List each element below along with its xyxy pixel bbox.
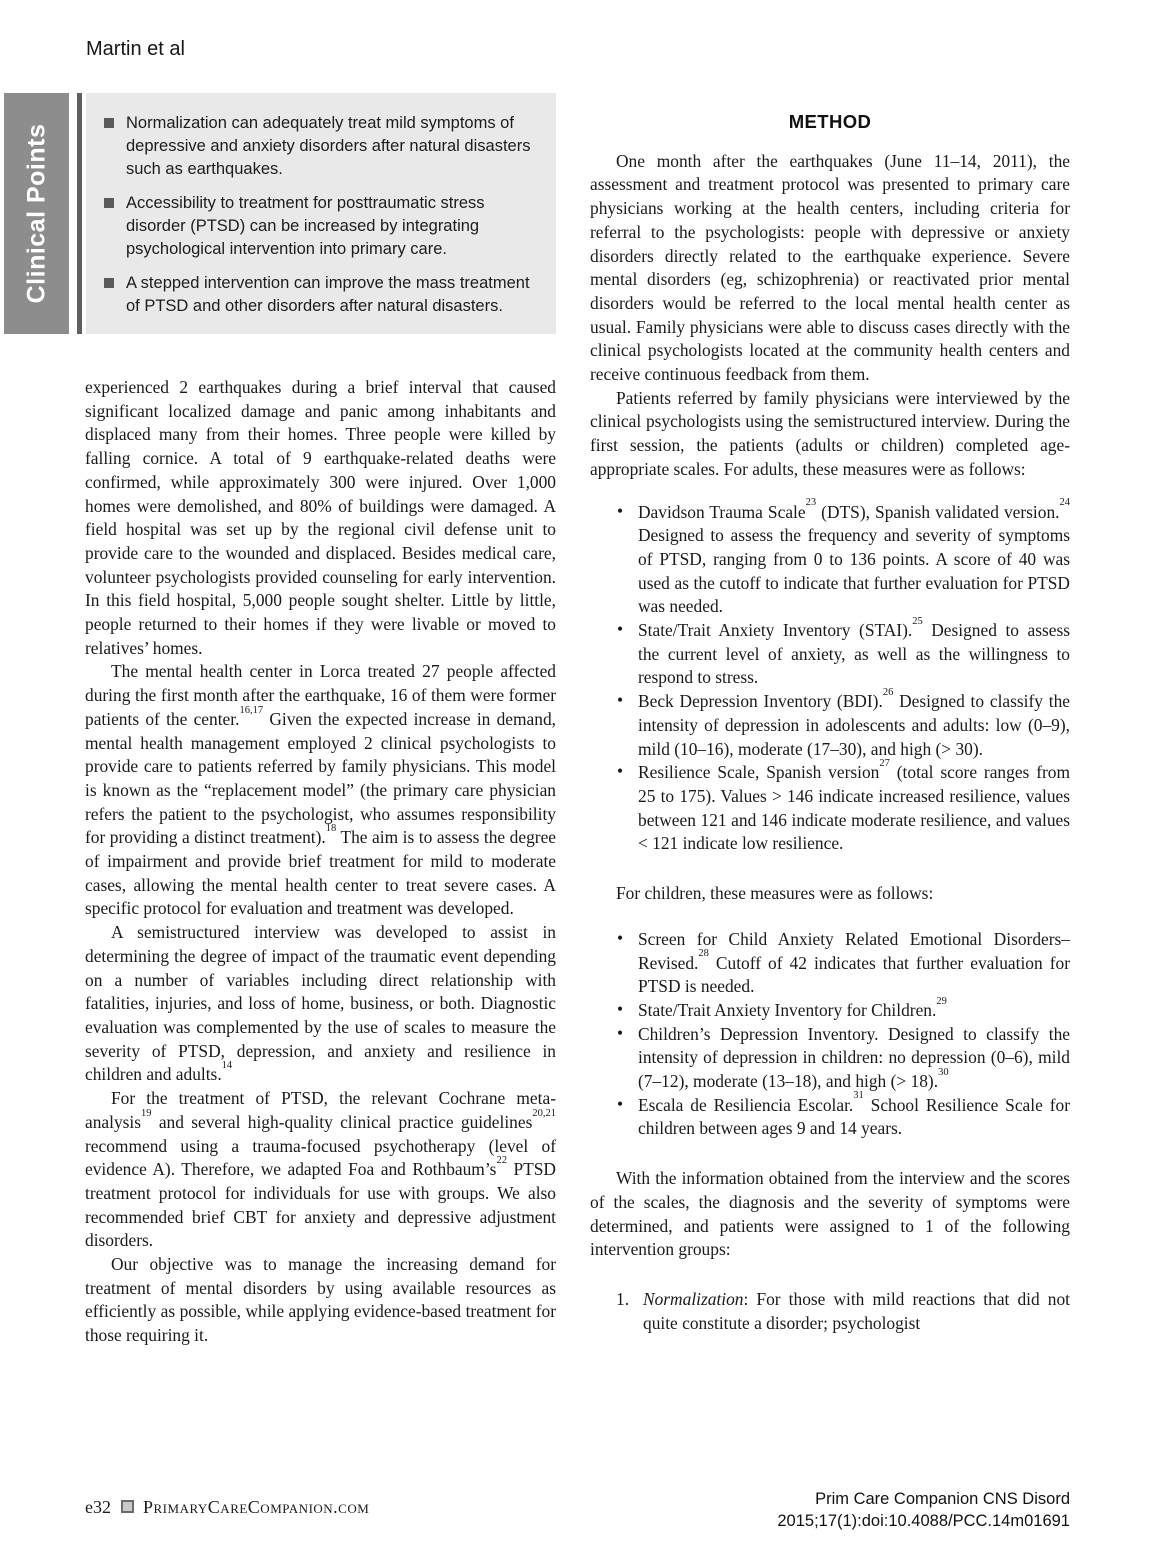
clinical-point-text: A stepped intervention can improve the mass treatment of PTSD and other disorders after natural disasters. [126, 274, 530, 315]
clinical-point-text: Normalization can adequately treat mild symptoms of depressive and anxiety disorders after natural disasters such as earthquakes. [126, 114, 531, 178]
footer-left [85, 1497, 369, 1518]
clinical-point-text: Accessibility to treatment for posttraumatic stress disorder (PTSD) can be increased by integrating psychological intervention into primary care. [126, 194, 485, 258]
body-paragraph: Patients referred by family physicians were interviewed by the clinical psychologists using the semistructured interview. During the first session, the patients (adults or children) completed age-appropriate scales. For adults, these measures were as follows: [590, 387, 1070, 479]
bullet-list-item [617, 927, 1070, 999]
clinical-point-item [100, 272, 540, 318]
bullet-list-item [617, 757, 1070, 856]
body-paragraph: experienced 2 earthquakes during a brief interval that caused significant localized damage and panic among inhabitants and displaced many from their homes. Three people were killed by falling cornice. A total of 9 earthquake-related deaths were confirmed, while approximately 300 were injured. Over 1,000 homes were demolished, and 80% of buildings were damaged. A field hospital was set up by the regional civil defense unit to provide care to the wounded and displaced. Besides medical care, volunteer psychologists provided counseling for early intervention. In this field hospital, 5,000 people sought shelter. Little by little, people returned to their homes if they were livable or moved to relatives’ homes. [85, 377, 556, 658]
clinical-points-label: Clinical Points [22, 123, 51, 304]
bullet-dot-icon: • [617, 927, 624, 948]
closing-paragraph: With the information obtained from the interview and the scores of the scales, the diagnosis and the severity of symptoms were determined, and patients were assigned to 1 of the following intervention groups: [590, 1168, 1070, 1260]
bullet-text: Davidson Trauma Scale$^{23}$ (DTS), Spanish validated version.$^{24}$ Designed to assess the frequency and severity of symptoms of PTSD, ranging from 0 to 136 points. A score of 40 was used as the cutoff to indicate that further evaluation for PTSD was needed. [638, 497, 1071, 617]
item-number: 1. [616, 1288, 630, 1309]
body-paragraph: The mental health center in Lorca treated 27 people affected during the first month after the earthquake, 16 of them were former patients of the center.$^{16,17}$ Given the expected increase in demand, mental health management employed 2 clinical psychologists to provide care to patients referred by family physicians. This model is known as the “replacement model” (the primary care physician refers the patient to the psychologist, who assumes responsibility for providing a distinct treatment).$^{18}$ The aim is to assess the degree of impairment and provide brief treatment for mild to moderate cases, allowing the mental health center to treat severe cases. A specific protocol for evaluation and treatment was developed. [85, 661, 557, 919]
children-measures-list [590, 928, 1070, 1141]
footer-citation-doi: 2015;17(1):doi:10.4088/PCC.14m01691 [777, 1512, 1070, 1530]
bullet-dot-icon: • [617, 619, 624, 640]
method-intro-paragraphs [590, 150, 1070, 482]
clinical-point-item [100, 112, 540, 181]
section-heading-method: METHOD [788, 111, 872, 132]
clinical-points-divider [77, 93, 82, 334]
bullet-text: Resilience Scale, Spanish version$^{27}$ (total score ranges from 25 to 175). Values > 146 indicate increased resilience, values between 121 and 146 indicate moderate resilience, and values < 121 indicate low resilience. [638, 757, 1070, 854]
footer-page-number: e32 [85, 1497, 111, 1517]
square-bullet-icon [104, 198, 114, 208]
bullet-text: Escala de Resiliencia Escolar.$^{31}$ School Resilience Scale for children between ages 9 and 14 years. [638, 1090, 1070, 1139]
numbered-list-item [616, 1288, 1070, 1335]
bullet-text: State/Trait Anxiety Inventory (STAI).$^{25}$ Designed to assess the current level of anxiety, as well as the willingness to respond to stress. [638, 615, 1070, 688]
square-bullet-icon [104, 278, 114, 288]
bullet-list-item [617, 1090, 1070, 1141]
body-paragraph: For the treatment of PTSD, the relevant Cochrane meta-analysis$^{19}$ and several high-quality clinical practice guidelines$^{20,21}$ recommend using a trauma-focused psychotherapy (level of evidence A). Therefore, we adapted Foa and $Rothbaum’s^{22}$ PTSD treatment protocol for individuals for use with groups. We also recommended brief CBT for anxiety and depressive adjustment disorders. [85, 1088, 556, 1251]
bullet-list-item [617, 686, 1071, 761]
clinical-points-tab [4, 93, 69, 334]
footer-right [777, 1488, 1070, 1532]
running-head: Martin et al [86, 38, 185, 60]
body-paragraph: Our objective was to manage the increasing demand for treatment of mental disorders by using available resources as efficiently as possible, while applying evidence-based treatment for those requiring it. [85, 1254, 556, 1346]
bullet-dot-icon: • [617, 998, 624, 1019]
bullet-text: Children’s Depression Inventory. Designed to classify the intensity of depression in children: no depression (0–6), mild (7–12), moderate (13–18), and high (> 18).$^{30}$ [638, 1023, 1070, 1092]
bullet-text: Screen for Child Anxiety Related Emotional Disorders–Revised.$^{28}$ Cutoff of 42 indicates that further evaluation for PTSD is needed. [638, 928, 1070, 997]
body-paragraph: One month after the earthquakes (June 11–14, 2011), the assessment and treatment protocol was presented to primary care physicians working at the health centers, including criteria for referral to the psychologists: people with depressive or anxiety disorders directly related to the earthquake experience. Severe mental disorders (eg, schizophrenia) or reactivated prior mental disorders would be referred to the local mental health center as usual. Family physicians were able to discuss cases directly with the clinical psychologists located at the community health centers and receive continuous feedback from them. [590, 150, 1070, 385]
bullet-list-item [617, 497, 1071, 620]
footer-site-name: PrimaryCareCompanion.com [143, 1497, 370, 1517]
right-column [590, 110, 1070, 1335]
adult-measures-list [590, 497, 1071, 857]
clinical-point-item [100, 192, 540, 261]
bullet-text: Beck Depression Inventory (BDI).$^{26}$ Designed to classify the intensity of depression in adolescents and adults: low (0–9), mild (10–16), moderate (17–30), and high (> 30). [638, 686, 1071, 759]
bullet-list-item [617, 1022, 1070, 1094]
journal-logo-icon [121, 1500, 134, 1513]
children-measures-intro: For children, these measures were as follows: [616, 883, 934, 904]
intervention-groups-list [590, 1288, 1070, 1335]
bullet-dot-icon: • [617, 500, 624, 521]
body-paragraph: A semistructured interview was developed to assist in determining the degree of impact of the traumatic event depending on a number of variables including direct relationship with fatalities, injuries, and loss of home, business, or both. Diagnostic evaluation was complemented by the use of scales to measure the severity of PTSD, depression, and anxiety and resilience in children and adults.$^{14}$ [85, 922, 556, 1085]
left-column [85, 376, 556, 1348]
bullet-dot-icon: • [617, 1022, 624, 1043]
square-bullet-icon [104, 118, 114, 128]
bullet-list-item [617, 615, 1070, 690]
footer-journal-name: Prim Care Companion CNS Disord [815, 1490, 1070, 1508]
bullet-list-item [617, 995, 1070, 1023]
bullet-dot-icon: • [617, 1093, 624, 1114]
numbered-item-text: Normalization: For those with mild reactions that did not quite constitute a disorder; psychologist [643, 1288, 1070, 1333]
clinical-points-list [86, 93, 556, 334]
clinical-points-box [0, 93, 556, 334]
bullet-dot-icon: • [617, 690, 624, 711]
bullet-text: State/Trait Anxiety Inventory for Children.$^{29}$ [638, 995, 947, 1020]
bullet-dot-icon: • [617, 761, 624, 782]
